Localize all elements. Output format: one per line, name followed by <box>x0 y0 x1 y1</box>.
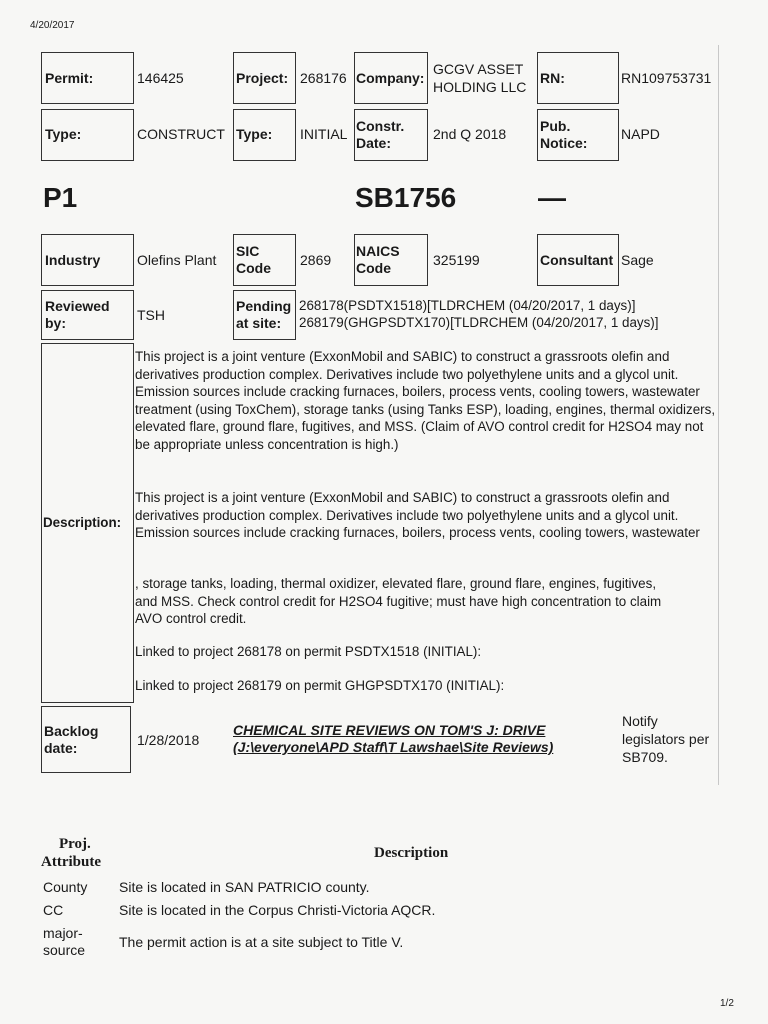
attr-name-major-source-line1: major- <box>43 925 83 941</box>
pending-label-line1: Pending <box>236 298 292 314</box>
linked-project-2: Linked to project 268179 on permit GHGPSDTX170 (INITIAL): <box>135 678 505 693</box>
description-label: Description: <box>43 515 122 530</box>
permit-label: Permit: <box>45 70 94 86</box>
company-name-line1: GCGV ASSET <box>433 61 524 77</box>
sic-label-line2: Code <box>236 260 271 276</box>
rn-label: RN: <box>540 70 565 86</box>
backlog-label-line1: Backlog <box>44 723 99 739</box>
pending-project-2: 268179(GHGPSDTX170)[TLDRCHEM (04/20/2017, 1 days)] <box>299 315 659 330</box>
sic-label-line1: SIC <box>236 243 260 259</box>
constr-label-line1: Constr. <box>356 118 405 134</box>
site-reviews-link[interactable] <box>233 722 553 756</box>
company-name-line2: HOLDING LLC <box>433 79 527 95</box>
notify-line2: legislators per <box>622 731 710 747</box>
rn-number: RN109753731 <box>621 70 712 86</box>
attr-desc-major-source: The permit action is at a site subject to Title V. <box>119 934 404 950</box>
pub-notice-value: NAPD <box>621 126 660 142</box>
type2-label: Type: <box>236 126 273 142</box>
type-value: CONSTRUCT <box>137 126 225 142</box>
print-date: 4/20/2017 <box>30 20 75 31</box>
reviewer-initials: TSH <box>137 307 165 323</box>
notify-line1: Notify <box>622 713 658 729</box>
description-paragraph-2: This project is a joint venture (ExxonMobil and SABIC) to construct a grassroots olefin and derivatives production complex. Derivatives include two polyethylene units and a glycol unit. Emission sources include cracking furnaces, boilers, process vents, cooling towers, wastewater <box>135 490 700 540</box>
attr-col-header-line2: Attribute <box>41 854 101 870</box>
pending-project-1: 268178(PSDTX1518)[TLDRCHEM (04/20/2017, 1 days)] <box>299 298 636 313</box>
attr-desc-county: Site is located in SAN PATRICIO county. <box>119 879 370 895</box>
headline-dash: — <box>538 182 566 213</box>
pending-label-line2: at site: <box>236 315 282 331</box>
backlog-label-line2: date: <box>44 740 78 756</box>
reviewed-label-line1: Reviewed <box>45 298 110 314</box>
attr-name-county: County <box>43 879 88 895</box>
company-label: Company: <box>356 70 425 86</box>
attr-name-major-source-line2: source <box>43 942 86 958</box>
backlog-date: 1/28/2018 <box>137 732 200 748</box>
attr-col-header-line1: Proj. <box>59 836 91 852</box>
attr-description-header: Description <box>374 845 449 861</box>
page-number: 1/2 <box>720 998 734 1009</box>
attr-desc-cc: Site is located in the Corpus Christi-Victoria AQCR. <box>119 902 436 918</box>
pub-label-line2: Notice: <box>540 135 588 151</box>
description-paragraph-3: , storage tanks, loading, thermal oxidizer, elevated flare, ground flare, engines, fugitives, and MSS. Check control credit for H2SO4 fugitive; must have high concentration to claim AVO control credit. <box>135 576 662 626</box>
site-reviews-link-line2[interactable]: (J:\everyone\APD Staff\T Lawshae\Site Reviews) <box>233 739 554 755</box>
sic-value: 2869 <box>300 252 332 268</box>
project-label: Project: <box>236 70 289 86</box>
project-number: 268176 <box>300 70 347 86</box>
description-paragraph-1: This project is a joint venture (ExxonMobil and SABIC) to construct a grassroots olefin and derivatives production complex. Derivatives include two polyethylene units and a glycol unit. Emission sources include cracking furnaces, boilers, process vents, cooling towers, wastewater treatment (using ToxChem), storage tanks (using Tanks ESP), loading, engines, thermal oxidizers, elevated flare, ground flare, fugitives, and MSS. (Claim of AVO control credit for H2SO4 may not be appropriate unless concentration is high.) <box>135 349 716 452</box>
industry-label: Industry <box>45 252 101 268</box>
consultant-label: Consultant <box>540 252 614 268</box>
bill-code: SB1756 <box>355 182 457 213</box>
priority-code: P1 <box>43 182 78 213</box>
constr-label-line2: Date: <box>356 135 392 151</box>
pub-label-line1: Pub. <box>540 118 571 134</box>
type-label: Type: <box>45 126 82 142</box>
notify-line3: SB709. <box>622 749 668 765</box>
reviewed-label-line2: by: <box>45 315 66 331</box>
permit-number: 146425 <box>137 70 184 86</box>
constr-date-value: 2nd Q 2018 <box>433 126 507 142</box>
type2-value: INITIAL <box>300 126 348 142</box>
naics-value: 325199 <box>433 252 480 268</box>
naics-label-line1: NAICS <box>356 243 400 259</box>
industry-value: Olefins Plant <box>137 252 217 268</box>
linked-project-1: Linked to project 268178 on permit PSDTX1518 (INITIAL): <box>135 644 482 659</box>
naics-label-line2: Code <box>356 260 391 276</box>
consultant-value: Sage <box>621 252 654 268</box>
attr-name-cc: CC <box>43 902 64 918</box>
site-reviews-link-line1[interactable]: CHEMICAL SITE REVIEWS ON TOM'S J: DRIVE <box>233 722 546 738</box>
